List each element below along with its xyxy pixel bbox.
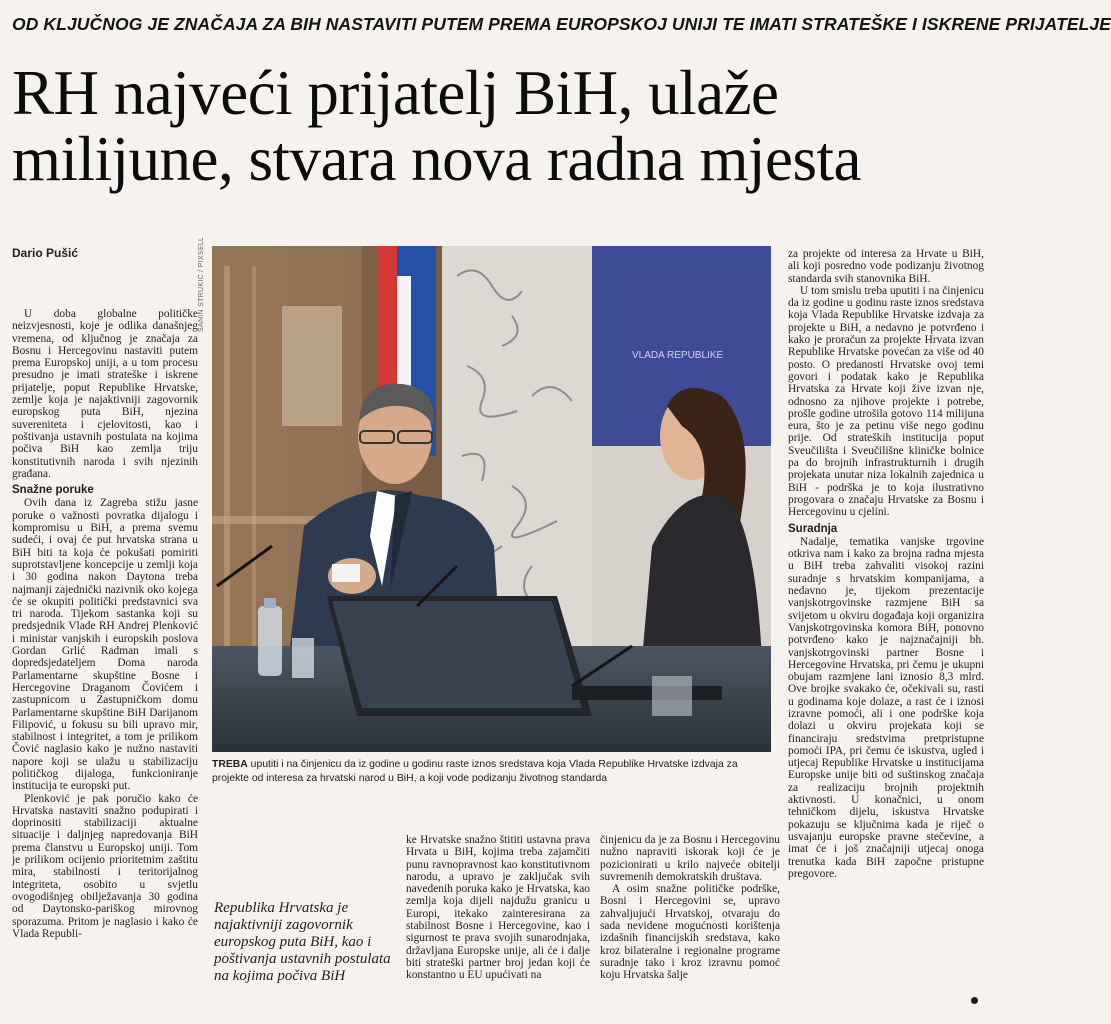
paragraph: U tom smislu treba uputiti i na činjenicu da iz godine u godinu raste iznos sredstava koja Vlada Republike Hrvatske izdvaja za projekte u BiH, a nedavno je potvrđeno i kako je proračun za projekte Hrvata izvan Republike Hrvatske povećan za više od 40 posto. O predanosti Hrvatske ovoj temi govori i podatak kako je Republika Hrvatska za Hrvate koji žive izvan nje, odnosno za njihove projekte i potrebe, prošle godine utrošila gotovo 114 milijuna eura, što je za petinu više nego godinu prije. Od strateških institucija poput Sveučilišta i Sveučilišne kliničke bolnice pa do brojnih infrastrukturnih i drugih projekata unutar niza lokalnih zajednica u BiH - podrška je to koja ilustrativno progovara o značaju Hrvatske za Bosnu i Hercegovinu u cjelini. xyxy=(788,284,984,519)
headline-line-2: milijune, stvara nova radna mjesta xyxy=(12,124,861,194)
article-headline xyxy=(12,60,987,192)
paragraph: U doba globalne političke neizvjesnosti, koje je odlika današnjeg vremena, od ključnog je značaja za Bosnu i Hercegovinu nastaviti putem prema Europskoj uniji, a u tom procesu presudno je imati strateške i iskrene prijatelje, poput Republike Hrvatske, zemlje koja je najaktivniji zagovornik europskog puta BiH, njezina suvereniteta i cjelovitosti, kao i poštivanja ustavnih postulata na kojima počiva BiH kao zemlja triju konstitutivnih naroda i svih njezinih građana. xyxy=(12,308,198,480)
photo-credit: SANIN STRUKIĆ / PIXSELL xyxy=(198,236,205,332)
text-column-1 xyxy=(12,308,198,940)
paragraph: A osim snažne političke podrške, Bosni i Hercegovini se, upravo zahvaljujući Hrvatskoj, otvaraju do sada nevidene mogućnosti korištenja izdašnih financijskih sredstava, kako kroz bilateralne i regionalne programe suradnje tako i kroz izravnu pomoć koju Hrvatska šalje xyxy=(600,883,780,982)
article-kicker: OD KLJUČNOG JE ZNAČAJA ZA BIH NASTAVITI PUTEM PREMA EUROPSKOJ UNIJI TE IMATI STRATEŠKE I ISKRENE PRIJATELJE xyxy=(12,14,1111,34)
subheading-snazne-poruke: Snažne poruke xyxy=(12,484,94,497)
photo-background-sign: VLADA REPUBLIKE xyxy=(632,350,724,361)
text-column-2 xyxy=(406,834,590,982)
pull-quote: Republika Hrvatska je najaktivniji zagovornik europskog puta BiH, kao i poštivanja ustavnih postulata na kojima počiva BiH xyxy=(214,900,391,984)
subheading-suradnja: Suradnja xyxy=(788,522,838,535)
caption-text: uputiti i na činjenicu da iz godine u godinu raste iznos sredstava koja Vlada Republike Hrvatske izdvaja za projekte od interesa za hrvatski narod u BiH, a koji vode podizanju životnog standarda xyxy=(212,759,738,784)
paragraph: za projekte od interesa za Hrvate u BiH, ali koji posredno vode podizanju životnog standarda svih stanovnika BiH. xyxy=(788,248,984,285)
paragraph: Plenković je pak poručio kako će Hrvatska nastaviti snažno podupirati i doprinositi stabilizaciji aktualne situacije i daljnjeg napredovanja BiH prema članstvu u Europskoj uniji. Tom je prilikom ocijenio prioritetnim zaštitu mira, stabilnosti i teritorijalnog integriteta, osobito u svjetlu ovogodišnjeg obilježavanja 30 godina od Daytonsko-pariškog mirovnog sporazuma. Pritom je naglasio i kako će Vlada Republi- xyxy=(12,792,198,940)
end-of-article-mark xyxy=(971,997,978,1004)
caption-lead: TREBA xyxy=(212,759,248,770)
meeting-photo-illustration xyxy=(212,246,771,752)
paragraph: Nadalje, tematika vanjske trgovine otkriva nam i kako za brojna radna mjesta u BiH treba zahvaliti visokoj razini suradnje s hrvatskim kompanijama, a nedavno je, tijekom prezentacije vanjskotrgovinske razmjene BiH sa svijetom u okviru događaja koji organizira Vanjskotrgovinska komora BiH, ponovno potvrđeno kako je najznačajniji bh. vanjskotrgovinski partner Bosne i Hercegovine Hrvatska, pri čemu je ukupni obujam razmjene lani iznosio 8,3 mlrd. Ove brojke svakako će, očekivali su, rasti u godinama koje dolaze, a rast će i iznosi izravne pomoći, ali i one podrške koja dolazi u okviru projekata koji se financiraju sredstvima pretpristupne pomoći IPA, pri čemu će iskustva, ugled i utjecaj Republike Hrvatske u institucijama Europske unije biti od suštinskog značaja za realizaciju brojnih projektnih aktivnosti. U konačnici, u onom tehničkom dijelu, iskustva Hrvatske pokazuju se ključnima kada je riječ o usvajanju europske pravne stečevine, a imat će i još značajniji utjecaj onoga trenutka kada BiH započne pristupne pregovore. xyxy=(788,535,984,880)
paragraph: ke Hrvatske snažno štititi ustavna prava Hrvata u BiH, kojima treba zajamčiti punu ravnopravnost kao konstitutivnom narodu, a upravo je zaključak svih navedenih poruka kako je Hrvatska, kao zemlja koja dijeli najdužu granicu u Europi, itekako zainteresirana za stabilnost Bosne i Hercegovine, kao i sigurnost te prava svojih sunarodnjaka, državljana Europske unije, ali će i dalje biti strateški partner broj jedan koji će konstantno u EU upućivati na xyxy=(406,834,590,982)
text-column-4 xyxy=(788,248,984,880)
text-column-3 xyxy=(600,834,780,982)
headline-line-1: RH najveći prijatelj BiH, ulaže xyxy=(12,58,779,128)
article-photo xyxy=(212,246,771,752)
paragraph: Ovih dana iz Zagreba stižu jasne poruke o važnosti povratka dijalogu i kompromisu u BiH, a prema svemu sudeći, i ovaj će put hrvatska strana u BiH biti ta koja će pokušati pomiriti suprotstavljene koncepcije u zemlji koja i 30 godina nakon Daytona treba najmanji zajednički nazivnik oko kojega će se okupiti politički predstavnici sva tri naroda. Tijekom sastanka koji su predsjednik Vlade RH Andrej Plenković i ministar vanjskih i europskih poslova Gordan Grlić Radman imali s dopredsjedateljem Doma naroda Parlamentarne skupštine Bosne i Hercegovine Draganom Čovićem i zastupnicom u Zastupničkom domu Parlamentarne skupštine BiH Darijanom Filipović, u fokusu su bili upravo mir, stabilnost i integritet, a tom je prilikom Čović naglasio kako je nužno nastaviti napore koji se ulažu u stabilizaciju političkog dijaloga, funkcioniranje institucija te europski put. xyxy=(12,497,198,793)
paragraph: činjenicu da je za Bosnu i Hercegovinu nužno napraviti iskorak koji će je pozicionirati u krilo najveće obitelji suvremenih demokratskih društava. xyxy=(600,834,780,883)
author-byline: Dario Pušić xyxy=(12,246,79,260)
photo-caption xyxy=(212,758,772,786)
